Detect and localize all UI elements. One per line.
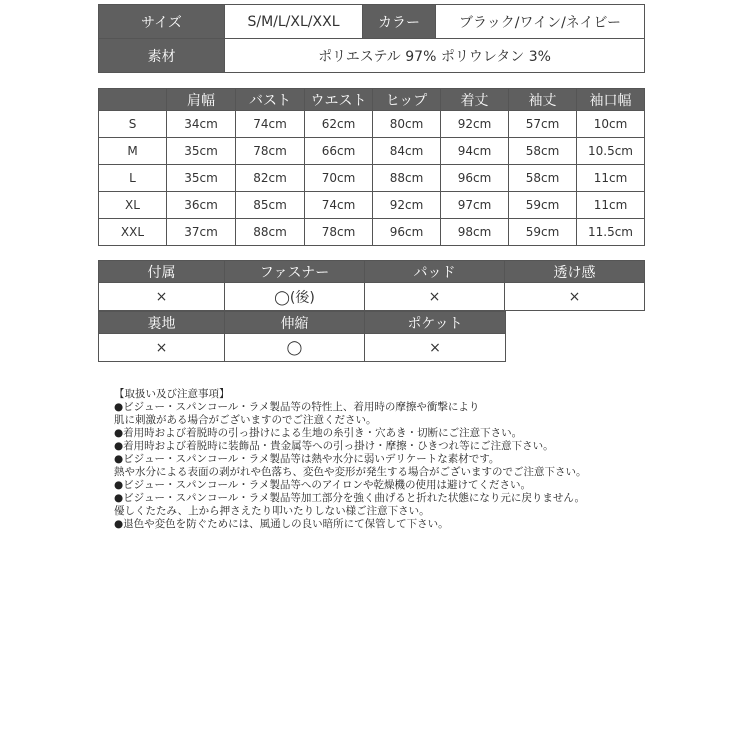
table-cell: 35cm xyxy=(167,138,236,165)
table-cell: 94cm xyxy=(441,138,509,165)
accessory-label: 付属 xyxy=(99,261,225,283)
table-row xyxy=(99,111,645,138)
table-row xyxy=(99,192,645,219)
size-name: M xyxy=(99,138,167,165)
color-label: カラー xyxy=(363,5,436,39)
column-header: ウエスト xyxy=(305,89,373,111)
table-cell: 35cm xyxy=(167,165,236,192)
table-cell: 57cm xyxy=(509,111,577,138)
size-value: S/M/L/XL/XXL xyxy=(225,5,363,39)
table-cell: 96cm xyxy=(373,219,441,246)
table-cell: 74cm xyxy=(305,192,373,219)
table-cell: 80cm xyxy=(373,111,441,138)
table-cell: 59cm xyxy=(509,192,577,219)
table-cell: 82cm xyxy=(236,165,305,192)
note-line: ●退色や変色を防ぐためには、風通しの良い暗所にて保管して下さい。 xyxy=(114,518,449,530)
stretch-label: 伸縮 xyxy=(225,312,365,334)
features-table xyxy=(98,260,645,311)
column-header: 袖丈 xyxy=(509,89,577,111)
size-name: XXL xyxy=(99,219,167,246)
note-line: ●ビジュー・スパンコール・ラメ製品等は熱や水分に弱いデリケートな素材です。 xyxy=(114,453,500,465)
column-header: 袖口幅 xyxy=(577,89,645,111)
sheerness-value: × xyxy=(505,283,645,311)
table-cell: 88cm xyxy=(236,219,305,246)
table-cell: 85cm xyxy=(236,192,305,219)
size-table-header xyxy=(99,89,645,111)
table-row xyxy=(99,165,645,192)
size-name: XL xyxy=(99,192,167,219)
pad-label: パッド xyxy=(365,261,505,283)
note-line: 優しくたたみ、上から押さえたり叩いたりしない様ご注意下さい。 xyxy=(114,505,430,517)
pad-value: × xyxy=(365,283,505,311)
material-value: ポリエステル 97% ポリウレタン 3% xyxy=(225,39,645,73)
material-label: 素材 xyxy=(99,39,225,73)
column-header xyxy=(99,89,167,111)
table-cell: 36cm xyxy=(167,192,236,219)
notes-heading: 【取扱い及び注意事項】 xyxy=(114,388,230,400)
features-table-2 xyxy=(98,311,506,362)
note-line: ●ビジュー・スパンコール・ラメ製品等へのアイロンや乾燥機の使用は避けてください。 xyxy=(114,479,531,491)
table-cell: 10cm xyxy=(577,111,645,138)
color-value: ブラック/ワイン/ネイビー xyxy=(436,5,645,39)
note-line: ●ビジュー・スパンコール・ラメ製品等加工部分を強く曲げると折れた状態になり元に戻りません。 xyxy=(114,492,586,504)
table-cell: 98cm xyxy=(441,219,509,246)
care-notes xyxy=(114,388,714,531)
lining-label: 裏地 xyxy=(99,312,225,334)
table-cell: 78cm xyxy=(236,138,305,165)
table-cell: 92cm xyxy=(373,192,441,219)
column-header: ヒップ xyxy=(373,89,441,111)
table-cell: 74cm xyxy=(236,111,305,138)
table-cell: 96cm xyxy=(441,165,509,192)
size-label: サイズ xyxy=(99,5,225,39)
table-cell: 92cm xyxy=(441,111,509,138)
table-cell: 11.5cm xyxy=(577,219,645,246)
column-header: バスト xyxy=(236,89,305,111)
table-cell: 62cm xyxy=(305,111,373,138)
table-cell: 58cm xyxy=(509,165,577,192)
note-line: ●ビジュー・スパンコール・ラメ製品等の特性上、着用時の摩擦や衝撃により xyxy=(114,401,480,413)
pocket-value: × xyxy=(365,334,506,362)
lining-value: × xyxy=(99,334,225,362)
size-name: S xyxy=(99,111,167,138)
table-cell: 78cm xyxy=(305,219,373,246)
zipper-label: ファスナー xyxy=(225,261,365,283)
table-cell: 11cm xyxy=(577,192,645,219)
zipper-value: ◯(後) xyxy=(225,283,365,311)
table-cell: 66cm xyxy=(305,138,373,165)
table-row xyxy=(99,219,645,246)
table-cell: 88cm xyxy=(373,165,441,192)
table-cell: 37cm xyxy=(167,219,236,246)
table-cell: 70cm xyxy=(305,165,373,192)
spec-table xyxy=(98,4,645,73)
note-line: 肌に刺激がある場合がございますのでご注意ください。 xyxy=(114,414,377,426)
column-header: 肩幅 xyxy=(167,89,236,111)
pocket-label: ポケット xyxy=(365,312,506,334)
table-cell: 34cm xyxy=(167,111,236,138)
accessory-value: × xyxy=(99,283,225,311)
column-header: 着丈 xyxy=(441,89,509,111)
table-cell: 11cm xyxy=(577,165,645,192)
note-line: ●着用時および着脱時に装飾品・貴金属等への引っ掛け・摩擦・ひきつれ等にご注意下さい。 xyxy=(114,440,554,452)
size-table xyxy=(98,88,645,246)
table-row xyxy=(99,138,645,165)
table-cell: 97cm xyxy=(441,192,509,219)
note-line: ●着用時および着脱時の引っ掛けによる生地の糸引き・穴あき・切断にご注意下さい。 xyxy=(114,427,523,439)
note-line: 熱や水分による表面の剥がれや色落ち、変色や変形が発生する場合がございますのでご注意下さい。 xyxy=(114,466,587,478)
table-cell: 84cm xyxy=(373,138,441,165)
table-cell: 58cm xyxy=(509,138,577,165)
stretch-value: ◯ xyxy=(225,334,365,362)
table-cell: 10.5cm xyxy=(577,138,645,165)
table-cell: 59cm xyxy=(509,219,577,246)
sheerness-label: 透け感 xyxy=(505,261,645,283)
size-name: L xyxy=(99,165,167,192)
